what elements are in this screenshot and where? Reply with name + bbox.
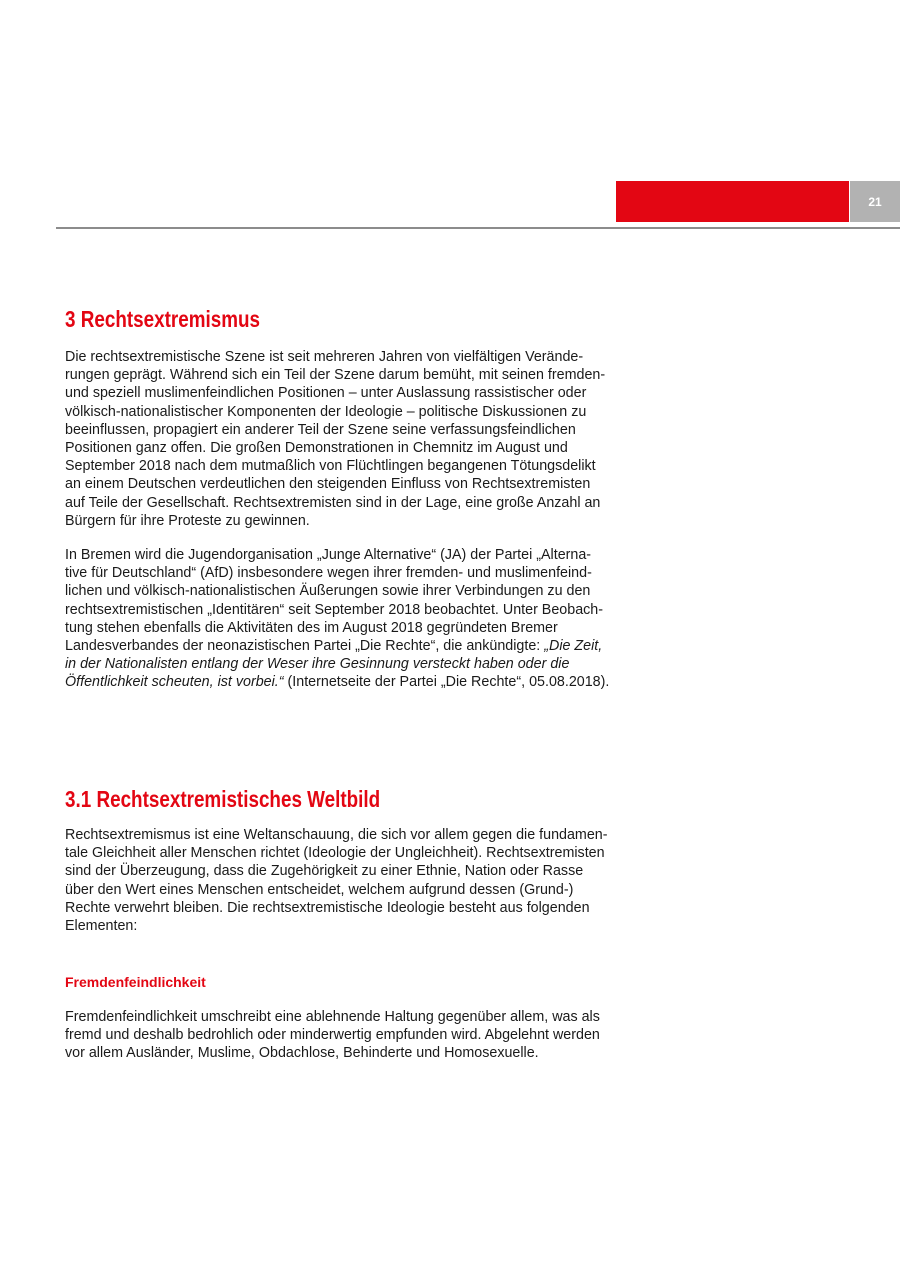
text-line (65, 457, 605, 475)
text-segment: vor allem Ausländer, Muslime, Obdachlose, Behinderte und Homosexuelle. (65, 1045, 539, 1062)
quote-text: in der Nationalisten entlang der Weser ihre Gesinnung versteckt haben oder die (65, 656, 570, 673)
text-line (65, 475, 605, 493)
text-line (65, 826, 608, 844)
text-line (65, 1008, 600, 1026)
text-segment: und speziell muslimenfeindlichen Positionen – unter Auslassung rassistischer oder (65, 385, 587, 402)
text-line (65, 564, 609, 582)
text-line (65, 1026, 600, 1044)
text-segment: tive für Deutschland“ (AfD) insbesondere wegen ihrer fremden- und muslimenfeind- (65, 565, 592, 582)
text-line (65, 582, 609, 600)
text-line (65, 881, 608, 899)
paragraph-intro (65, 348, 605, 530)
text-segment: Rechtsextremismus ist eine Weltanschauung, die sich vor allem gegen die fundamen- (65, 827, 608, 843)
text-line (65, 637, 609, 655)
text-line (65, 601, 609, 619)
text-line (65, 348, 605, 366)
text-line (65, 917, 608, 935)
text-segment: September 2018 nach dem mutmaßlich von Flüchtlingen begangenen Tötungsdelikt (65, 458, 596, 475)
text-segment: Die rechtsextremistische Szene ist seit mehreren Jahren von vielfältigen Verände- (65, 349, 584, 365)
quote-text: „Die Zeit, (544, 638, 603, 655)
text-segment: tale Gleichheit aller Menschen richtet (Ideologie der Ungleichheit). Rechtsextremisten (65, 845, 605, 862)
text-line (65, 421, 605, 439)
text-segment: rungen geprägt. Während sich ein Teil der Szene darum bemüht, mit seinen fremden- (65, 367, 606, 384)
text-line (65, 546, 609, 564)
quote-text: Öffentlichkeit scheuten, ist vorbei.“ (65, 674, 284, 691)
text-segment: sind der Überzeugung, dass die Zugehörigkeit zu einer Ethnie, Nation oder Rasse (65, 863, 584, 880)
text-segment: fremd und deshalb bedrohlich oder minderwertig empfunden wird. Abgelehnt werden (65, 1027, 600, 1044)
text-segment: beeinflussen, propagiert ein anderer Teil der Szene seine verfassungsfeindlichen (65, 421, 576, 438)
text-segment: Positionen ganz offen. Die großen Demonstrationen in Chemnitz im August und (65, 440, 568, 457)
text-line (65, 494, 605, 512)
text-line (65, 673, 609, 691)
text-line (65, 862, 608, 880)
subsection-heading: 3.1 Rechtsextremistisches Weltbild (65, 786, 381, 812)
text-line (65, 384, 605, 402)
text-segment: über den Wert eines Menschen entscheidet, welchem aufgrund dessen (Grund-) (65, 881, 574, 898)
text-line (65, 512, 605, 530)
topic-heading: Fremdenfeindlichkeit (65, 974, 206, 990)
text-segment: (Internetseite der Partei „Die Rechte“, 05.08.2018). (283, 674, 610, 691)
text-segment: Bürgern für ihre Proteste zu gewinnen. (65, 512, 310, 529)
header-rule (56, 227, 900, 229)
text-line (65, 366, 605, 384)
paragraph-fremdenfeindlichkeit (65, 1008, 600, 1063)
text-line (65, 899, 608, 917)
text-line (65, 1044, 600, 1062)
text-segment: völkisch-nationalistischer Komponenten der Ideologie – politische Diskussionen zu (65, 403, 587, 420)
text-segment: Fremdenfeindlichkeit umschreibt eine ablehnende Haltung gegenüber allem, was als (65, 1009, 600, 1025)
text-segment: Rechte verwehrt bleiben. Die rechtsextremistische Ideologie besteht aus folgenden (65, 899, 590, 916)
text-line (65, 655, 609, 673)
text-segment: Landesverbandes der neonazistischen Partei „Die Rechte“, die ankündigte: (65, 638, 545, 655)
text-segment: tung stehen ebenfalls die Aktivitäten des im August 2018 gegründeten Bremer (65, 619, 558, 636)
section-heading: 3 Rechtsextremismus (65, 306, 260, 332)
text-segment: auf Teile der Gesellschaft. Rechtsextremisten sind in der Lage, eine große Anzahl an (65, 494, 601, 511)
text-segment: Elementen: (65, 918, 138, 935)
text-segment: lichen und völkisch-nationalistischen Äußerungen sowie ihrer Verbindungen zu den (65, 583, 591, 600)
text-segment: In Bremen wird die Jugendorganisation „Junge Alternative“ (JA) der Partei „Alterna- (65, 547, 592, 563)
text-line (65, 403, 605, 421)
text-segment: an einem Deutschen verdeutlichen den steigenden Einfluss von Rechtsextremisten (65, 476, 591, 493)
text-line (65, 439, 605, 457)
paragraph-weltbild (65, 826, 608, 935)
text-line (65, 844, 608, 862)
header-red-bar (616, 181, 849, 222)
text-segment: rechtsextremistischen „Identitären“ seit September 2018 beobachtet. Unter Beobach- (65, 601, 604, 618)
page-number: 21 (850, 181, 900, 222)
text-line (65, 619, 609, 637)
paragraph-bremen (65, 546, 609, 692)
